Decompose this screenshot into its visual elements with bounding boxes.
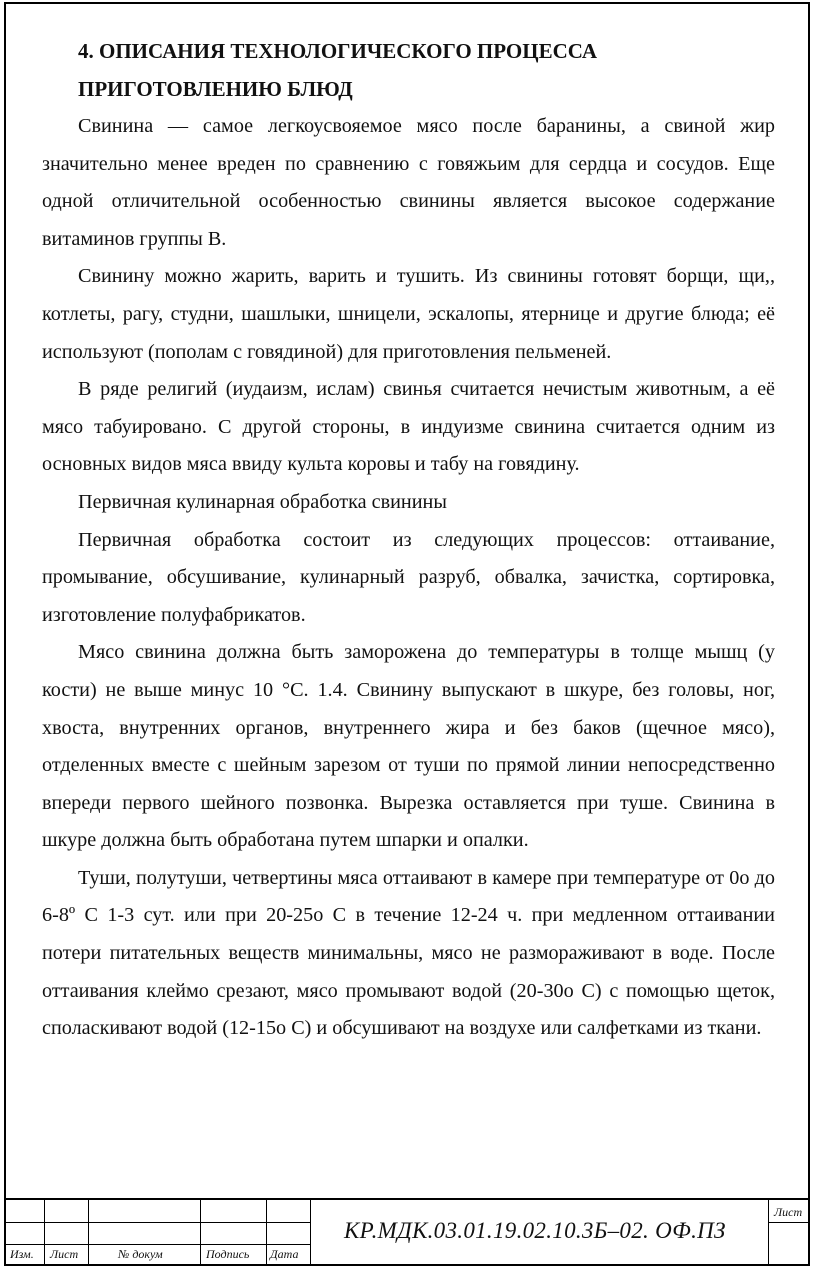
subheading-paragraph: Первичная кулинарная обработка свинины: [78, 490, 447, 513]
stamp-list-label: Лист: [50, 1247, 79, 1261]
stamp-divider: [88, 1200, 89, 1266]
stamp-divider: [200, 1200, 201, 1266]
stamp-date-label: Дата: [270, 1247, 299, 1261]
stamp-row-line: [4, 1244, 310, 1245]
stamp-divider: [44, 1200, 45, 1266]
stamp-signature-label: Подпись: [206, 1247, 250, 1261]
stamp-doc-no-label: № докум: [118, 1247, 163, 1261]
document-body: [42, 32, 775, 1048]
stamp-divider: [266, 1200, 267, 1266]
paragraph: В ряде религий (иудаизм, ислам) свинья считается нечистым животным, а её мясо табуировано. С другой стороны, в индуизме свинина считается одним из основных видов мяса ввиду культа коровы и табу на говядину.: [42, 378, 775, 476]
stamp-row-line: [4, 1222, 310, 1223]
stamp-divider: [310, 1200, 311, 1266]
stamp-row-line: [768, 1222, 810, 1223]
title-block-stamp: [4, 1198, 810, 1266]
section-heading-line-1: 4. ОПИСАНИЯ ТЕХНОЛОГИЧЕСКОГО ПРОЦЕССА: [78, 39, 598, 63]
paragraph: Свинина — самое легкоусвояемое мясо после баранины, а свиной жир значительно менее вреден по сравнению с говяжьим для сердца и сосудов. Еще одной отличительной особенностью свинины является высокое содержание витаминов группы В.: [42, 115, 775, 250]
paragraph: Туши, полутуши, четвертины мяса оттаивают в камере при температуре от 0о до 6-8º С 1-3 сут. или при 20-25о С в течение 12-24 ч. при медленном оттаивании потери питательных веществ минимальны, мясо не размораживают в воде. После оттаивания клеймо срезают, мясо промывают водой (20-30о С) с помощью щеток, споласкивают водой (12-15о С) и обсушивают на воздухе или салфетками из ткани.: [42, 866, 775, 1040]
paragraph: Мясо свинина должна быть заморожена до температуры в толще мышц (у кости) не выше минус 10 °С. 1.4. Свинину выпускают в шкуре, без головы, ног, хвоста, внутренних органов, внутреннего жира и без баков (щечное мясо), отделенных вместе с шейным зарезом от туши по прямой линии непосредственно впереди первого шейного позвонка. Вырезка оставляется при туше. Свинина в шкуре должна быть обработана путем шпарки и опалки.: [42, 641, 775, 852]
stamp-divider: [768, 1200, 769, 1266]
section-heading-line-2: ПРИГОТОВЛЕНИЮ БЛЮД: [78, 77, 353, 101]
paragraph: Первичная обработка состоит из следующих процессов: оттаивание, промывание, обсушивание, кулинарный разруб, обвалка, зачистка, сортировка, изготовление полуфабрикатов.: [42, 528, 775, 626]
document-code: КР.МДК.03.01.19.02.10.3Б–02. ОФ.ПЗ: [344, 1218, 726, 1243]
paragraph: Свинину можно жарить, варить и тушить. Из свинины готовят борщи, щи,, котлеты, рагу, студни, шашлыки, шницели, эскалопы, ятернице и другие блюда; её используют (пополам с говядиной) для приготовления пельменей.: [42, 265, 775, 363]
stamp-izm-label: Изм.: [10, 1247, 34, 1261]
stamp-sheet-label: Лист: [774, 1205, 803, 1219]
